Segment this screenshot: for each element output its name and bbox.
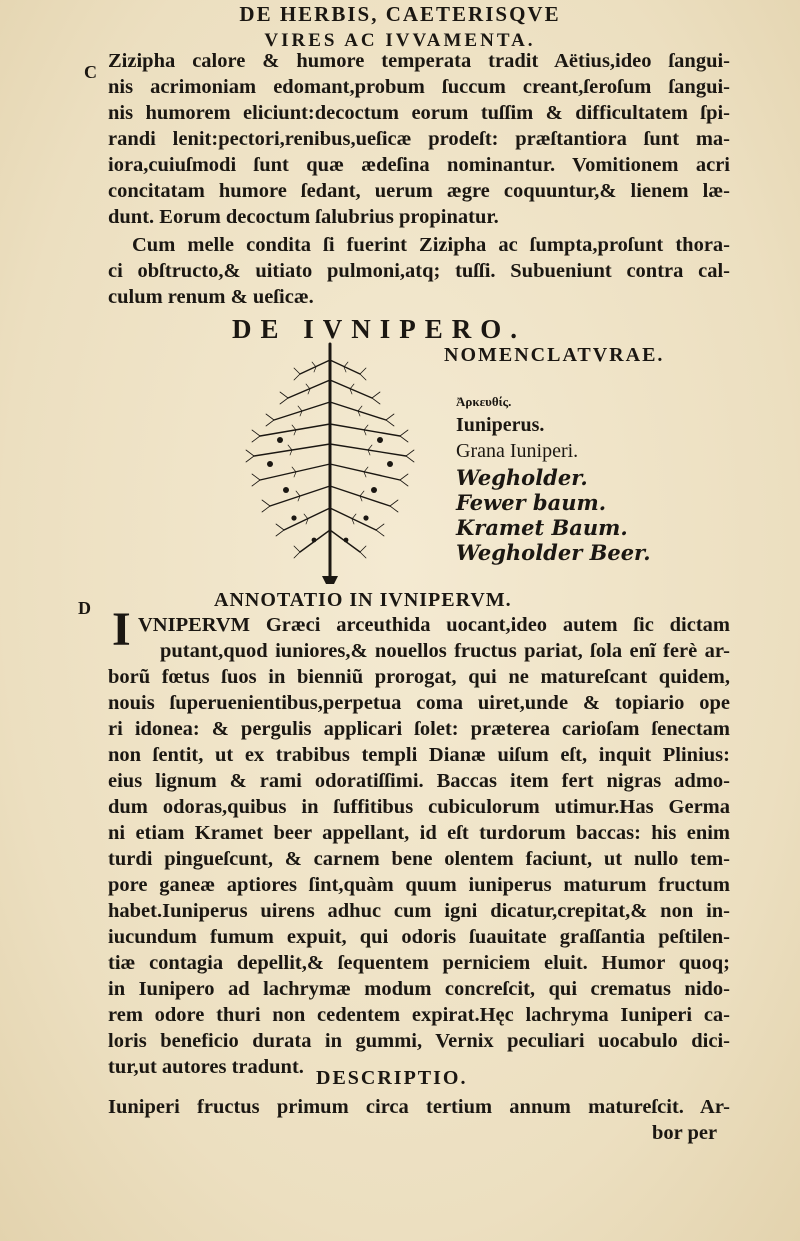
nomen-latin-1: Iuniperus. <box>456 414 545 436</box>
annotatio-line-3: borũ fœtus ſuos in bienniũ prorogat, qui ne matureſcant quidem, <box>108 666 730 688</box>
catchword: bor per <box>652 1122 718 1144</box>
margin-letter-d: D <box>78 598 91 618</box>
annotatio-line-4: nouis ſuperuenientibus,perpetua coma uiret,unde & topiario ope <box>108 692 730 714</box>
zizipha-line-7: dunt. Eorum decoctum ſalubrius propinatur. <box>108 206 499 228</box>
nomen-german-2: Fewer baum. <box>456 490 607 515</box>
zizipha-line-1: Zizipha calore & humore temperata tradit Aëtius,ideo ſangui- <box>108 50 730 72</box>
margin-letter-c: C <box>84 62 97 82</box>
nomen-latin-2: Grana Iuniperi. <box>456 440 579 462</box>
zizipha-line-5: iora,cuiuſmodi ſunt quæ ædeſina nominantur. Vomitionem acri <box>108 154 730 176</box>
annotatio-line-9: ni etiam Kramet beer appellant, id eſt turdorum baccas: his enim <box>108 822 730 844</box>
zizipha-p2-line-3: culum renum & ueſicæ. <box>108 286 314 308</box>
chapter-title: DE IVNIPERO. <box>232 314 527 344</box>
annotatio-line-2: putant,quod iuniores,& nouellos fructus pariat, ſola enĩ ferè ar- <box>160 640 730 662</box>
annotatio-line-8: dum odoras,quibus in ſuffitibus cubiculorum utimur.Has Germa <box>108 796 730 818</box>
annotatio-line-14: tiæ contagia depellit,& ſequentem perniciem eluit. Humor quoq; <box>108 952 730 974</box>
descriptio-heading: DESCRIPTIO. <box>316 1067 468 1089</box>
annotatio-line-17: loris beneficio durata in gummi, Vernix peculiari uocabulo dici- <box>108 1030 730 1052</box>
annotatio-line-16: rem odore thuri non cedentem expirat.Hęc lachryma Iuniperi ca- <box>108 1004 730 1026</box>
zizipha-p2-line-1: Cum melle condita ſi fuerint Zizipha ac ſumpta,proſunt thora- <box>132 234 730 256</box>
annotatio-line-15: in Iunipero ad lachrymæ modum concreſcit, qui crematus nido- <box>108 978 730 1000</box>
running-head-line-2: VIRES AC IVVAMENTA. <box>264 30 536 51</box>
nomen-german-1: Wegholder. <box>456 465 588 490</box>
nomen-german-3: Kramet Baum. <box>456 515 628 540</box>
nomenclature-heading: NOMENCLATVRAE. <box>444 344 665 366</box>
annotatio-line-7: eius lignum & rami odoratiſſimi. Baccas item fert nigras admo- <box>108 770 730 792</box>
nomen-german-4: Wegholder Beer. <box>456 540 651 565</box>
zizipha-line-2: nis acrimoniam edomant,probum ſuccum creant,ſeroſum ſangui- <box>108 76 730 98</box>
annotatio-line-11: pore ganeæ aptiores ſint,quàm quum iuniperus maturum fructum <box>108 874 730 896</box>
annotatio-line-13: iucundum fumum expuit, qui odoris ſuauitate graſſantia peſtilen- <box>108 926 730 948</box>
zizipha-line-6: concitatam humore ſedant, uerum ægre coquuntur,& lienem læ- <box>108 180 730 202</box>
juniper-woodcut-illustration <box>230 340 430 586</box>
annotatio-line-12: habet.Iuniperus uirens adhuc cum igni dicatur,crepitat,& non in- <box>108 900 730 922</box>
annotatio-line-10: turdi pingueſcunt, & carnem bene olentem faciunt, ut nullo tem- <box>108 848 730 870</box>
zizipha-line-4: randi lenit:pectori,renibus,ueſicæ prodeſt: præſtantiora ſunt ma- <box>108 128 730 150</box>
annotatio-heading: ANNOTATIO IN IVNIPERVM. <box>214 589 512 611</box>
annotatio-line-1: VNIPERVM Græci arceuthida uocant,ideo autem ſic dictam <box>138 614 730 636</box>
annotatio-line-18: tur,ut autores tradunt. <box>108 1056 304 1078</box>
annotatio-line-5: ri idonea: & pergulis applicari ſolet: præterea carioſam ſenectam <box>108 718 730 740</box>
running-head-line-1: DE HERBIS, CAETERISQVE <box>239 2 561 26</box>
zizipha-p2-line-2: ci obſtructo,& uitiato pulmoni,atq; tuſſi. Subueniunt contra cal- <box>108 260 730 282</box>
descriptio-line-1: Iuniperi fructus primum circa tertium annum matureſcit. Ar- <box>108 1096 730 1118</box>
zizipha-line-3: nis humorem eliciunt:decoctum eorum tuſſim & difficultatem ſpi- <box>108 102 730 124</box>
nomen-greek: Ἀρκευθίς. <box>456 394 512 409</box>
drop-cap: I <box>112 603 131 656</box>
annotatio-line-6: non ſentit, ut ex trabibus templi Dianæ uiſum eſt, inquit Plinius: <box>108 744 730 766</box>
